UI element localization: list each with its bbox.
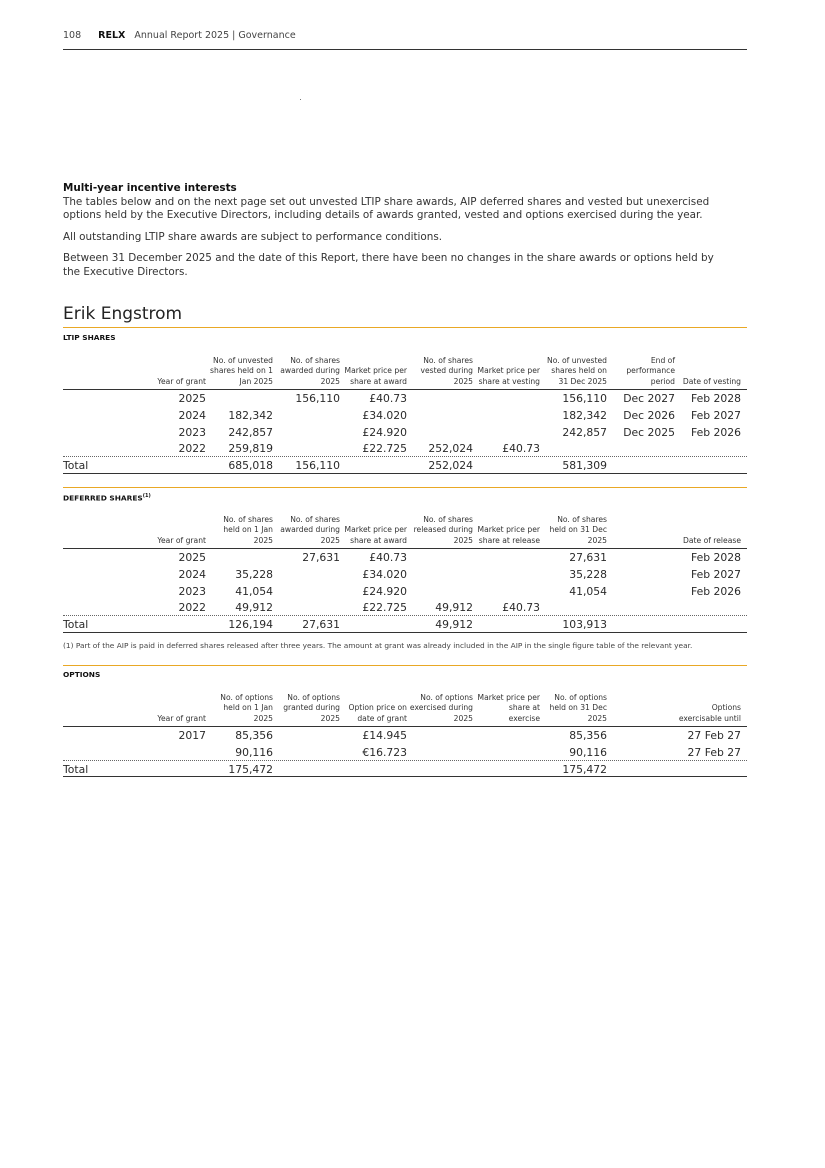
- table-cell: 2023: [178, 425, 206, 439]
- total-label: Total: [63, 459, 89, 473]
- table-cell: 252,024: [428, 442, 473, 456]
- column-header: End of performance period: [626, 355, 675, 386]
- table-cell: Dec 2025: [623, 425, 675, 439]
- total-cell: 175,472: [562, 762, 607, 776]
- column-header: No. of unvested shares held on 1 Jan 2025: [210, 355, 273, 386]
- table-cell: £22.725: [362, 601, 407, 615]
- table-cell: 35,228: [569, 567, 607, 581]
- table-cell: £40.73: [369, 392, 407, 405]
- table-cell: €16.723: [362, 745, 407, 759]
- table-cell: Feb 2027: [690, 567, 741, 581]
- table-cell: 41,054: [235, 584, 273, 598]
- footnote: (1) Part of the AIP is paid in deferred shares released after three years. The amount at grant was already included in the AIP in the single figure table of the relevant year.: [63, 641, 693, 650]
- table-row: [63, 744, 747, 761]
- intro-section: [63, 182, 733, 288]
- table-bottom-rule: [63, 776, 747, 777]
- table-cell: £40.73: [502, 601, 540, 615]
- total-cell: 685,018: [228, 459, 273, 473]
- section-heading: Multi-year incentive interests: [63, 182, 237, 194]
- column-header: Market price per share at award: [344, 366, 407, 386]
- total-label: Total: [63, 618, 89, 632]
- table-cell: Feb 2026: [690, 425, 741, 439]
- total-cell: 175,472: [228, 762, 273, 776]
- column-header: Market price per share at award: [344, 525, 407, 545]
- total-label: Total: [63, 762, 89, 776]
- intro-paragraph-2: All outstanding LTIP share awards are subject to performance conditions.: [63, 230, 443, 243]
- total-cell: 126,194: [228, 618, 273, 632]
- table-cell: 156,110: [295, 392, 340, 405]
- table-row: [63, 727, 747, 744]
- table-cell: 27,631: [569, 551, 607, 564]
- table-cell: 2023: [178, 584, 206, 598]
- table-cell: 49,912: [435, 601, 473, 615]
- column-header: No. of shares awarded during 2025: [280, 355, 340, 386]
- table-row: [63, 390, 747, 407]
- table-row: [63, 549, 747, 566]
- table-cell: Feb 2027: [690, 408, 741, 422]
- table-header: [63, 665, 747, 726]
- column-header: No. of shares vested during 2025: [420, 355, 473, 386]
- table-cell: 85,356: [235, 729, 273, 742]
- caption-text: DEFERRED SHARES: [63, 493, 143, 503]
- table-cell: 2025: [178, 392, 206, 405]
- column-header: Date of vesting: [682, 376, 741, 386]
- table-row: [63, 599, 747, 616]
- column-header: No. of options exercised during 2025: [409, 692, 473, 723]
- column-header: Option price on date of grant: [348, 703, 407, 723]
- page-number: 108: [63, 30, 82, 41]
- table-cell: 2022: [178, 442, 206, 456]
- table-cell: 2025: [178, 551, 206, 564]
- table-row: [63, 407, 747, 424]
- column-header: Year of grant: [157, 376, 206, 386]
- total-cell: 49,912: [435, 618, 473, 632]
- column-header: Year of grant: [157, 535, 206, 545]
- column-header: Market price per share at release: [477, 525, 540, 545]
- table-header: [63, 328, 747, 389]
- table-cell: 2024: [178, 567, 206, 581]
- table-cell: £14.945: [362, 729, 407, 742]
- table-cell: £22.725: [362, 442, 407, 456]
- column-header: Market price per share at vesting: [477, 366, 540, 386]
- table-cell: 49,912: [235, 601, 273, 615]
- column-header: No. of shares held on 31 Dec 2025: [549, 514, 607, 545]
- table-cell: £24.920: [362, 584, 407, 598]
- table-cell: 259,819: [228, 442, 273, 456]
- total-cell: 156,110: [295, 459, 340, 473]
- table-cell: 41,054: [569, 584, 607, 598]
- column-header: No. of options held on 31 Dec 2025: [549, 692, 607, 723]
- table-cell: 2024: [178, 408, 206, 422]
- column-header: Date of release: [683, 535, 741, 545]
- stray-dot: [300, 99, 301, 100]
- table-cell: £34.020: [362, 408, 407, 422]
- column-header: No. of options held on 1 Jan 2025: [220, 692, 273, 723]
- column-header: No. of unvested shares held on 31 Dec 2025: [547, 355, 607, 386]
- table-cell: 182,342: [228, 408, 273, 422]
- total-cell: 103,913: [562, 618, 607, 632]
- table-caption: OPTIONS: [63, 670, 101, 679]
- table-cell: 2017: [178, 729, 206, 742]
- table-cell: Dec 2026: [623, 408, 675, 422]
- column-header: No. of shares awarded during 2025: [280, 514, 340, 545]
- table-bottom-rule: [63, 632, 747, 633]
- table-cell: £40.73: [502, 442, 540, 456]
- table-row: [63, 583, 747, 600]
- table-caption: LTIP SHARES: [63, 333, 116, 342]
- table-cell: £40.73: [369, 551, 407, 564]
- table-caption: [63, 492, 151, 502]
- table-cell: 2022: [178, 601, 206, 615]
- total-cell: 252,024: [428, 459, 473, 473]
- table-row: [63, 566, 747, 583]
- column-header: Market price per share at exercise: [477, 692, 540, 723]
- deferred-shares-table: [63, 487, 747, 632]
- table-bottom-rule: [63, 473, 747, 474]
- total-cell: 581,309: [562, 459, 607, 473]
- options-table: [63, 665, 747, 776]
- table-header: [63, 487, 747, 548]
- table-cell: 182,342: [562, 408, 607, 422]
- total-row: [63, 761, 747, 778]
- column-header: Options exercisable until: [678, 703, 741, 723]
- column-header: No. of shares held on 1 Jan 2025: [223, 514, 273, 545]
- table-cell: £34.020: [362, 567, 407, 581]
- table-cell: 27,631: [302, 551, 340, 564]
- column-header: No. of shares released during 2025: [413, 514, 473, 545]
- total-row: [63, 457, 747, 474]
- total-cell: 27,631: [302, 618, 340, 632]
- table-cell: Feb 2028: [690, 551, 741, 564]
- brand-name: RELX: [98, 30, 126, 41]
- intro-paragraph-1: The tables below and on the next page set out unvested LTIP share awards, AIP deferred shares and vested but unexercised options held by the Executive Directors, including details of awards granted, vested and options exercised during the year.: [63, 195, 710, 222]
- table-cell: 85,356: [569, 729, 607, 742]
- table-cell: Dec 2027: [623, 392, 675, 405]
- table-row: [63, 424, 747, 441]
- ltip-shares-table: [63, 328, 747, 473]
- intro-paragraph-3: Between 31 December 2025 and the date of this Report, there have been no changes in the share awards or options held by the Executive Directors.: [63, 252, 714, 278]
- column-header: No. of options granted during 2025: [283, 692, 340, 723]
- table-cell: 35,228: [235, 567, 273, 581]
- table-cell: £24.920: [362, 425, 407, 439]
- column-header: Year of grant: [157, 713, 206, 723]
- table-cell: 242,857: [228, 425, 273, 439]
- total-row: [63, 616, 747, 633]
- table-cell: 242,857: [562, 425, 607, 439]
- director-name: Erik Engstrom: [63, 304, 183, 324]
- table-cell: 27 Feb 27: [687, 729, 741, 742]
- table-cell: Feb 2028: [690, 392, 741, 405]
- table-cell: 27 Feb 27: [687, 745, 741, 759]
- page-header: [63, 30, 747, 50]
- table-cell: 90,116: [235, 745, 273, 759]
- footnote-marker: (1): [142, 493, 151, 499]
- table-cell: 156,110: [562, 392, 607, 405]
- report-title: Annual Report 2025 | Governance: [134, 30, 296, 41]
- table-cell: 90,116: [569, 745, 607, 759]
- table-row: [63, 440, 747, 457]
- table-cell: Feb 2026: [690, 584, 741, 598]
